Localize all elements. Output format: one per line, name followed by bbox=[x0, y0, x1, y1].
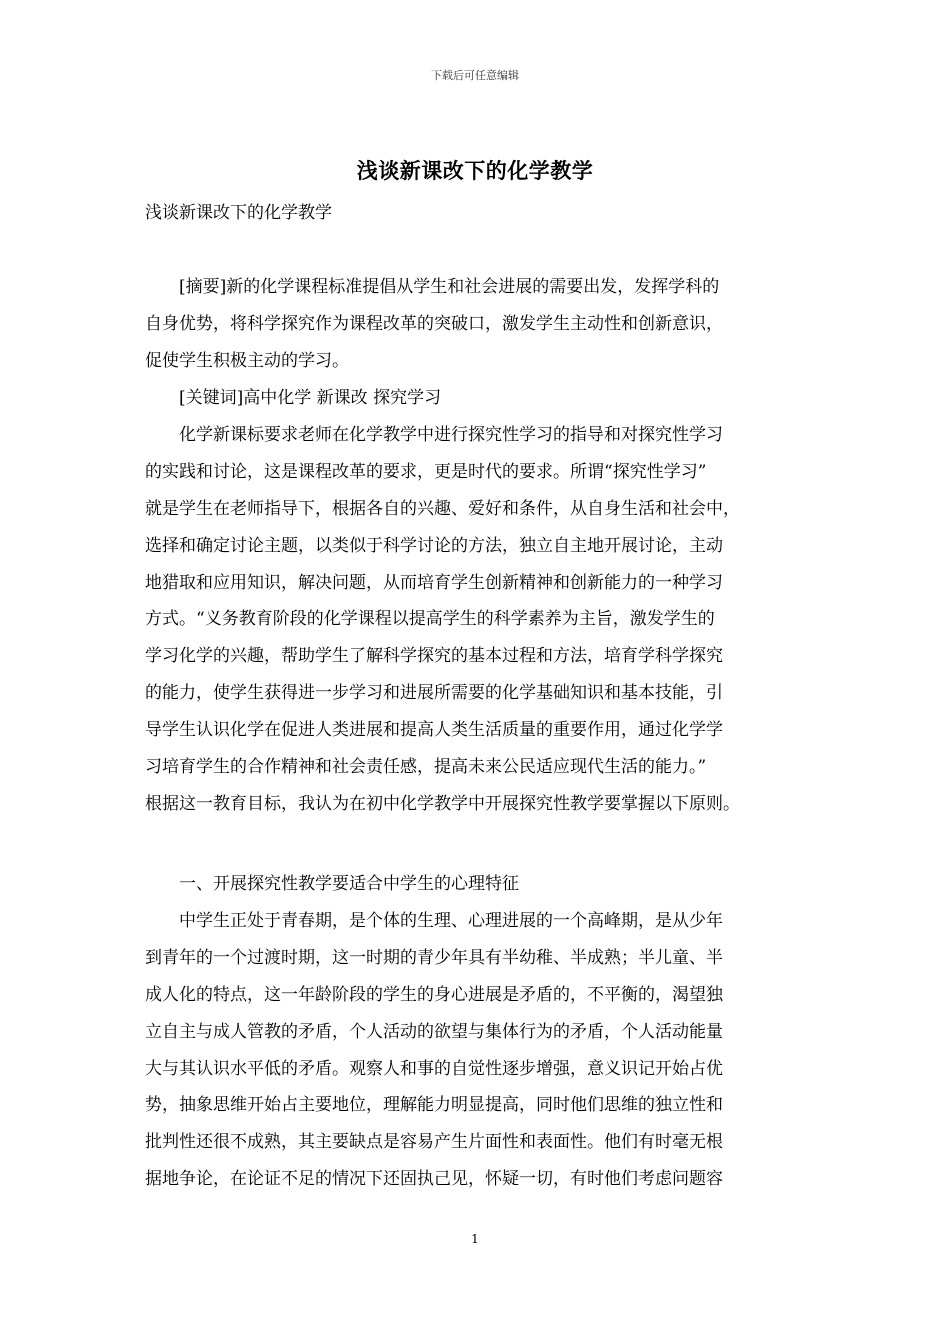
section-line: 立自主与成人管教的矛盾，个人活动的欲望与集体行为的矛盾，个人活动能量 bbox=[145, 1021, 723, 1042]
section-line: 中学生正处于青春期，是个体的生理、心理进展的一个高峰期，是从少年 bbox=[145, 911, 723, 931]
section-heading-block bbox=[145, 866, 825, 903]
document-title: 浅谈新课改下的化学教学 bbox=[356, 158, 594, 183]
body-line: 学习化学的兴趣，帮助学生了解科学探究的基本过程和方法，培育学科学探究 bbox=[145, 646, 723, 667]
section-line: 大与其认识水平低的矛盾。观察人和事的自觉性逐步增强，意义识记开始占优 bbox=[145, 1058, 723, 1079]
abstract-line: 自身优势，将科学探究作为课程改革的突破口，激发学生主动性和创新意识， bbox=[145, 313, 723, 334]
body-paragraph bbox=[145, 417, 825, 823]
abstract-block bbox=[145, 269, 825, 417]
section-line: 成人化的特点，这一年龄阶段的学生的身心进展是矛盾的，不平衡的，渴望独 bbox=[145, 984, 723, 1005]
body-line: 选择和确定讨论主题，以类似于科学讨论的方法，独立自主地开展讨论，主动 bbox=[145, 535, 723, 556]
section-line: 据地争论，在论证不足的情况下还固执己见，怀疑一切，有时他们考虑问题容 bbox=[145, 1169, 723, 1190]
body-line: 的实践和讨论，这是课程改革的要求，更是时代的要求。所谓“探究性学习” bbox=[145, 461, 707, 482]
subtitle: 浅谈新课改下的化学教学 bbox=[145, 203, 332, 223]
section-line: 势，抽象思维开始占主要地位，理解能力明显提高，同时他们思维的独立性和 bbox=[145, 1095, 723, 1116]
body-line: 习培育学生的合作精神和社会责任感，提高未来公民适应现代生活的能力。” bbox=[145, 757, 707, 778]
abstract-line: [摘要]新的化学课程标准提倡从学生和社会进展的需要出发，发挥学科的 bbox=[145, 277, 720, 297]
section-line: 批判性还很不成熟，其主要缺点是容易产生片面性和表面性。他们有时毫无根 bbox=[145, 1132, 723, 1153]
body-line: 就是学生在老师指导下，根据各自的兴趣、爱好和条件，从自身生活和社会中， bbox=[145, 498, 740, 519]
subtitle-block bbox=[145, 195, 825, 232]
page-number: 1 bbox=[471, 1232, 479, 1246]
abstract-line: 促使学生积极主动的学习。 bbox=[145, 350, 349, 371]
body-line: 导学生认识化学在促进人类进展和提高人类生活质量的重要作用，通过化学学 bbox=[145, 720, 723, 741]
body-line: 方式。“义务教育阶段的化学课程以提高学生的科学素养为主旨，激发学生的 bbox=[145, 609, 715, 630]
header-note: 下载后可任意编辑 bbox=[431, 69, 519, 82]
section-line: 到青年的一个过渡时期，这一时期的青少年具有半幼稚、半成熟；半儿童、半 bbox=[145, 947, 723, 968]
section-paragraph bbox=[145, 903, 825, 1198]
body-line: 的能力，使学生获得进一步学习和进展所需要的化学基础知识和基本技能，引 bbox=[145, 683, 723, 704]
body-line: 地猎取和应用知识，解决问题，从而培育学生创新精神和创新能力的一种学习 bbox=[145, 572, 723, 593]
body-line: 化学新课标要求老师在化学教学中进行探究性学习的指导和对探究性学习 bbox=[145, 425, 723, 445]
body-line: 根据这一教育目标，我认为在初中化学教学中开展探究性教学要掌握以下原则。 bbox=[145, 793, 740, 814]
section-heading: 一、开展探究性教学要适合中学生的心理特征 bbox=[145, 874, 519, 894]
keywords-line: [关键词]高中化学 新课改 探究学习 bbox=[145, 387, 442, 408]
